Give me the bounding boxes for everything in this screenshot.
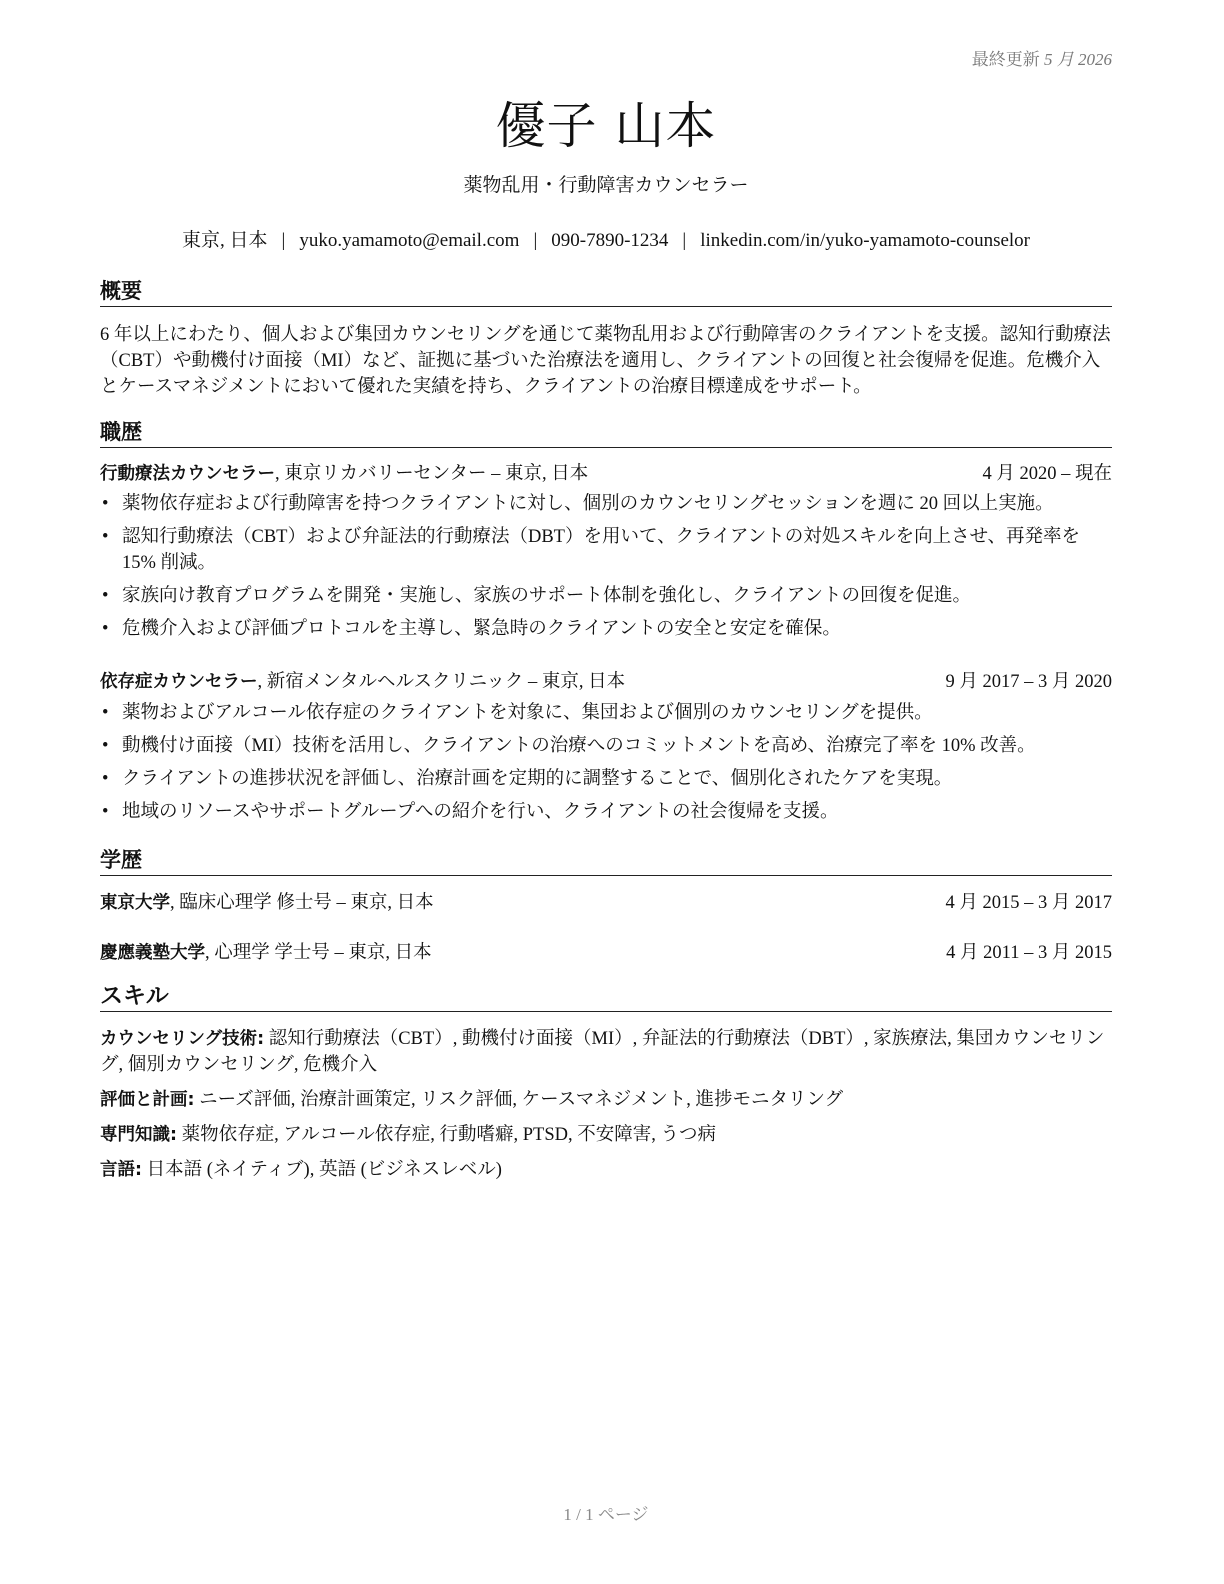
contact-phone[interactable]: 090-7890-1234 xyxy=(551,230,669,251)
list-item: • 薬物およびアルコール依存症のクライアントを対象に、集団および個別のカウンセリングを提供。 xyxy=(100,700,1112,726)
contact-location: 東京, 日本 xyxy=(181,230,268,251)
list-item: • 家族向け教育プログラムを開発・実施し、家族のサポート体制を強化し、クライアントの回復を促進。 xyxy=(100,583,1112,609)
list-item: • 危機介入および評価プロトコルを主導し、緊急時のクライアントの安全と安定を確保。 xyxy=(100,616,1112,642)
job-header xyxy=(100,669,1112,695)
job-organization: , 東京リカバリーセンター – 東京, 日本 xyxy=(275,464,589,484)
section-title-skills: スキル xyxy=(100,982,1112,1012)
skill-row xyxy=(100,1087,1112,1113)
education-dates: 4 月 2011 – 3 月 2015 xyxy=(946,943,1112,963)
section-title-education: 学歴 xyxy=(100,846,1112,876)
job-header xyxy=(100,461,1112,487)
candidate-name: 優子 山本 xyxy=(495,97,717,155)
job-bullets xyxy=(100,700,1112,832)
list-item: • 薬物依存症および行動障害を持つクライアントに対し、個別のカウンセリングセッションを週に 20 回以上実施。 xyxy=(100,491,1112,517)
job-position: 行動療法カウンセラー xyxy=(100,464,275,484)
education-school: 慶應義塾大学 xyxy=(100,943,205,963)
list-item: • 動機付け面接（MI）技術を活用し、クライアントの治療へのコミットメントを高め、治療完了率を 10% 改善。 xyxy=(100,733,1112,759)
section-title-summary: 概要 xyxy=(100,277,1112,307)
list-item: • 認知行動療法（CBT）および弁証法的行動療法（DBT）を用いて、クライアントの対処スキルを向上させ、再発率を 15% 削減。 xyxy=(100,524,1112,576)
page-number: 1 / 1 ページ xyxy=(563,1505,649,1524)
job-dates: 4 月 2020 – 現在 xyxy=(982,464,1112,484)
skill-row xyxy=(100,1157,1112,1183)
list-item: • クライアントの進捗状況を評価し、治療計画を定期的に調整することで、個別化されたケアを実現。 xyxy=(100,766,1112,792)
candidate-role: 薬物乱用・行動障害カウンセラー xyxy=(463,175,749,196)
contact-separator: | xyxy=(281,230,286,251)
education-dates: 4 月 2015 – 3 月 2017 xyxy=(945,893,1112,913)
skill-value: 認知行動療法（CBT）, 動機付け面接（MI）, 弁証法的行動療法（DBT）, 家族療法, 集団カウンセリング, 個別カウンセリング, 危機介入 xyxy=(100,1029,1105,1075)
education-item xyxy=(100,940,1112,966)
contact-separator: | xyxy=(682,230,687,251)
skill-value: ニーズ評価, 治療計画策定, リスク評価, ケースマネジメント, 進捗モニタリング xyxy=(194,1090,844,1110)
summary-text: 6 年以上にわたり、個人および集団カウンセリングを通じて薬物乱用および行動障害のクライアントを支援。認知行動療法（CBT）や動機付け面接（MI）など、証拠に基づいた治療法を適用し、クライアントの回復と社会復帰を促進。危機介入とケースマネジメントにおいて優れた実績を持ち、クライアントの治療目標達成をサポート。 xyxy=(100,325,1111,397)
list-item: • 地域のリソースやサポートグループへの紹介を行い、クライアントの社会復帰を支援。 xyxy=(100,799,1112,825)
contact-separator: | xyxy=(533,230,538,251)
job-position: 依存症カウンセラー xyxy=(100,672,258,692)
contact-line xyxy=(100,225,1112,252)
skill-value: 日本語 (ネイティブ), 英語 (ビジネスレベル) xyxy=(142,1160,502,1180)
job-dates: 9 月 2017 – 3 月 2020 xyxy=(945,672,1112,692)
skill-row xyxy=(100,1026,1112,1078)
contact-linkedin[interactable]: linkedin.com/in/yuko-yamamoto-counselor xyxy=(700,230,1031,251)
education-detail: , 心理学 学士号 – 東京, 日本 xyxy=(205,943,432,963)
section-title-experience: 職歴 xyxy=(100,418,1112,448)
skill-label: カウンセリング技術: xyxy=(100,1029,265,1049)
last-updated-label: 最終更新 xyxy=(971,50,1040,69)
skill-value: 薬物依存症, アルコール依存症, 行動嗜癖, PTSD, 不安障害, うつ病 xyxy=(177,1125,717,1145)
skill-row xyxy=(100,1122,1112,1148)
resume-page xyxy=(100,0,1112,1584)
last-updated xyxy=(972,45,1112,70)
education-item xyxy=(100,890,1112,916)
skill-label: 専門知識: xyxy=(100,1125,177,1145)
skill-label: 評価と計画: xyxy=(100,1090,195,1110)
education-school: 東京大学 xyxy=(100,893,170,913)
contact-email[interactable]: yuko.yamamoto@email.com xyxy=(299,230,520,251)
skill-label: 言語: xyxy=(100,1160,142,1180)
last-updated-date: 5 月 2026 xyxy=(1044,50,1112,69)
job-bullets xyxy=(100,491,1112,649)
education-detail: , 臨床心理学 修士号 – 東京, 日本 xyxy=(170,893,434,913)
job-organization: , 新宿メンタルヘルスクリニック – 東京, 日本 xyxy=(257,672,626,692)
